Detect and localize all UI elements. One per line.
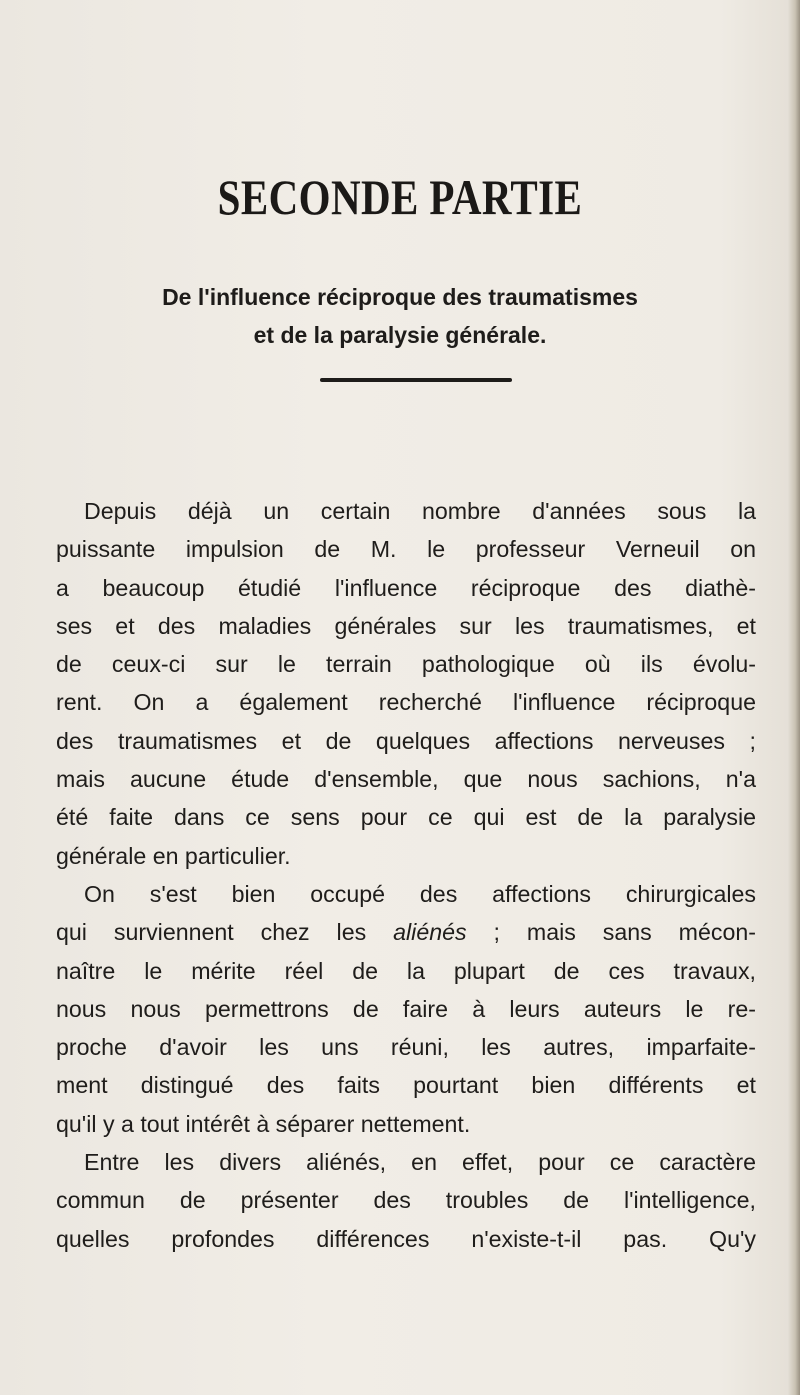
text-line: été faite dans ce sens pour ce qui est de la paralysie xyxy=(56,804,756,831)
text-line: a beaucoup étudié l'influence réciproque des diathè- xyxy=(56,574,756,601)
text-line: mais aucune étude d'ensemble, que nous sachions, n'a xyxy=(56,766,756,793)
text-line: rent. On a également recherché l'influence réciproque xyxy=(56,689,756,716)
text-line: Entre les divers aliénés, en effet, pour ce caractère xyxy=(84,1149,756,1176)
text-line: proche d'avoir les uns réuni, les autres, imparfaite- xyxy=(56,1034,756,1061)
chapter-subtitle-line-1: De l'influence réciproque des traumatismes xyxy=(162,284,638,310)
text-line: commun de présenter des troubles de l'intelligence, xyxy=(56,1187,756,1214)
text-line: générale en particulier. xyxy=(56,842,291,869)
text-line: naître le mérite réel de la plupart de ces travaux, xyxy=(56,957,756,984)
text-line: des traumatismes et de quelques affections nerveuses ; xyxy=(56,727,756,754)
text-line: ses et des maladies générales sur les traumatismes, et xyxy=(56,612,756,639)
text-line: ment distingué des faits pourtant bien différents et xyxy=(56,1072,756,1099)
decorative-rule xyxy=(320,378,512,382)
page-edge-shadow xyxy=(788,0,800,1395)
text-line: qu'il y a tout intérêt à séparer nettement. xyxy=(56,1110,471,1137)
text-line: Depuis déjà un certain nombre d'années sous la xyxy=(84,498,756,524)
body-text xyxy=(56,492,756,1258)
text-line: puissante impulsion de M. le professeur Verneuil on xyxy=(56,536,756,563)
text-line: quelles profondes différences n'existe-t-il pas. Qu'y xyxy=(56,1225,756,1252)
text-line: nous nous permettrons de faire à leurs auteurs le re- xyxy=(56,995,756,1022)
text-line: On s'est bien occupé des affections chirurgicales xyxy=(84,880,756,907)
italic-term: aliénés xyxy=(393,919,467,946)
text-line: de ceux-ci sur le terrain pathologique où ils évolu- xyxy=(56,651,756,678)
chapter-subtitle-line-2: et de la paralysie générale. xyxy=(253,322,547,348)
text-fragment: ; mais sans mécon- xyxy=(493,919,756,946)
part-title: SECONDE PARTIE xyxy=(217,169,583,225)
text-line-mixed xyxy=(56,913,756,951)
text-fragment: qui surviennent chez les xyxy=(56,919,367,946)
